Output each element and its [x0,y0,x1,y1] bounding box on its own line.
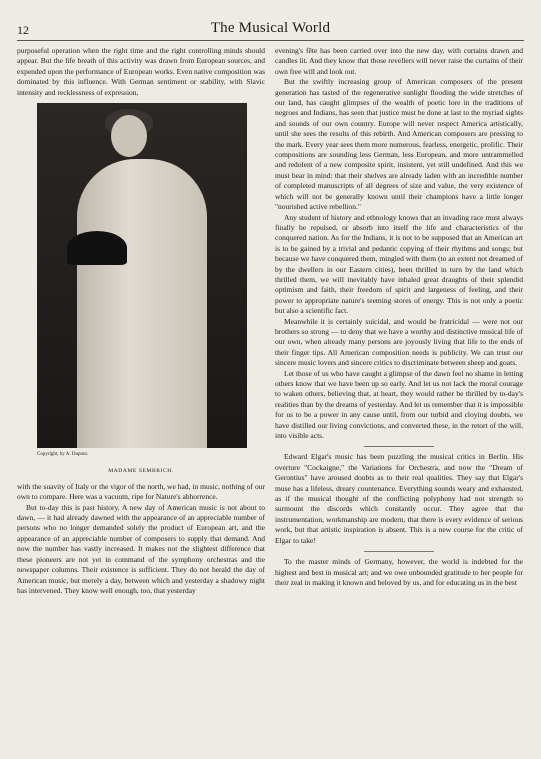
portrait-photo [37,103,247,448]
left-top-paragraph: purposeful operation when the right time and the right controlling minds should appear. But the life breath of this activity was drawn from European sources, and expended upon the performance of European works. Even native composition was dominated by this influence. With German sentiment or stability, with Slavic intensity and recklessness of expression, [17,46,265,97]
section-divider-2 [364,551,434,552]
right-paragraph-4: Meanwhile it is certainly suicidal, and would be fratricidal — were not our brothers so strong — to deny that we have a worthy and distinctive musical life of our own, when already many persons are joyously living that life to the ends of their finger tips. All American composition needs is publicity. We can trust our sincere music lovers and sincere critics to discriminate between sheep and goats. [275,316,523,368]
header-rule [17,40,524,41]
right-paragraph-2: But the swiftly increasing group of American composers of the present generation has tasted of the regenerative sunlight flooding the wide stretches of our land, has caught glimpses of the wealth of poetic lore in the traditions of negroes and Indians, has seen that justice must be done at last to the myriad sights and sounds of our own country. Europe will never respect America artistically, until she sees the results of this rebirth. And American composers are pressing to the mark. Every year sees them more numerous, fearless, energetic, prolific. Their compositions are sounding less German, less European, and more untrammelled and redolent of a new composite spirit, insistent, yet still undefined. And this we must bear in mind: that their shelves are already laden with an incredible number of completed manuscripts of all degrees of size and value, the very existence of which will not be generally known until their champions have a little longer "nourished active rebellion." [275,77,523,212]
left-column [17,46,265,596]
right-paragraph-1: evening's fête has been carried over into the new day, with curtains drawn and candles lit. And they know that those revellers will never raise the curtains of their own free will and look out. [275,46,523,76]
photo-dress [77,159,207,448]
right-column [275,46,523,588]
right-paragraph-5: Let those of us who have caught a glimpse of the dawn feel no shame in letting others know that we have been up so early. And let us not lack the moral courage to waken others, believing that, at heart, they would rather be thrilled by to-day's realities than by the dreams of yesterday. And let us remember that it is impossible for us to be a power in any cause until, from our turbid and cloying doubts, we have distilled our living convictions, and converted these, in the retort of the will, into visible acts. [275,368,523,441]
running-head: The Musical World [210,20,331,36]
left-paragraph-2: But to-day this is past history. A new day of American music is not about to dawn, — it had already dawned with the appearance of an appreciable number of persons who no longer demanded solely the product of European art, and the appearance of an appreciable number of composers to supply that demand. And now the number has vastly increased. It makes not the slightest difference that these pioneers are not yet in command of the symphony orchestras and the newspaper columns. Their existence is sufficient. They do not herald the day of American music, but merely a day, between which and yesterday a shadowy night has intervened. They know well enough, too, that yesterday [17,502,265,595]
left-continuation: with the suavity of Italy or the vigor of the north, we had, in music, nothing of our own to compare. Here was a vacuum, ripe for Nature's abhorrence. [17,481,265,502]
germany-paragraph: To the master minds of Germany, however, the world is indebted for the highest and best in musical art; and we owe unbounded gratitude to her people for their zeal in making it known and beloved by us, and for educating us in the best [275,557,523,587]
photo-fan [67,231,127,265]
photo-head [111,115,147,157]
photo-caption: MADAME SEMBRICH. [108,468,174,475]
photo-credit: Copyright, by A. Dupont. [37,452,89,458]
page-number: 12 [17,23,29,37]
section-divider [364,446,434,447]
elgar-paragraph: Edward Elgar's music has been puzzling the musical critics in Berlin. His overture "Cockaigne," the Variations for Orchestra, and now the "Dream of Gerontius" have aroused doubts as to their real qualities. They say that Elgar's muse has a lifeless, dreary countenance. Everything sounds weary and exhausted, as if the musical thought of the conflicting polyphony had not strength to surmount the discords which constantly occur. They agree that the instrumentation, workmanship are modern, that there is every evidence of serious work, but that artistic inspiration is absent. This is a new course for the critic of Elgar to take! [275,452,523,545]
right-paragraph-3: Any student of history and ethnology knows that an invading race must always finally be repulsed, or absorb into itself the life and characteristics of the conquered nation. As for the Indians, it is not to be supposed that an American art is to be gained by a trivial and pedantic copying of their rhythms and songs; but because we have conquered them, mingled with them (to an extent not dreamed of by the dwellers in our Eastern cities), been thrilled in turn by the land which thrilled them, we will inevitably have inhaled great draughts of their splendid optimism and faith, their freedom of spirit and largeness of feeling, and their power to appropriate nature's teeming stores of energy. This is not only a poetic but also a scientific fact. [275,212,523,316]
